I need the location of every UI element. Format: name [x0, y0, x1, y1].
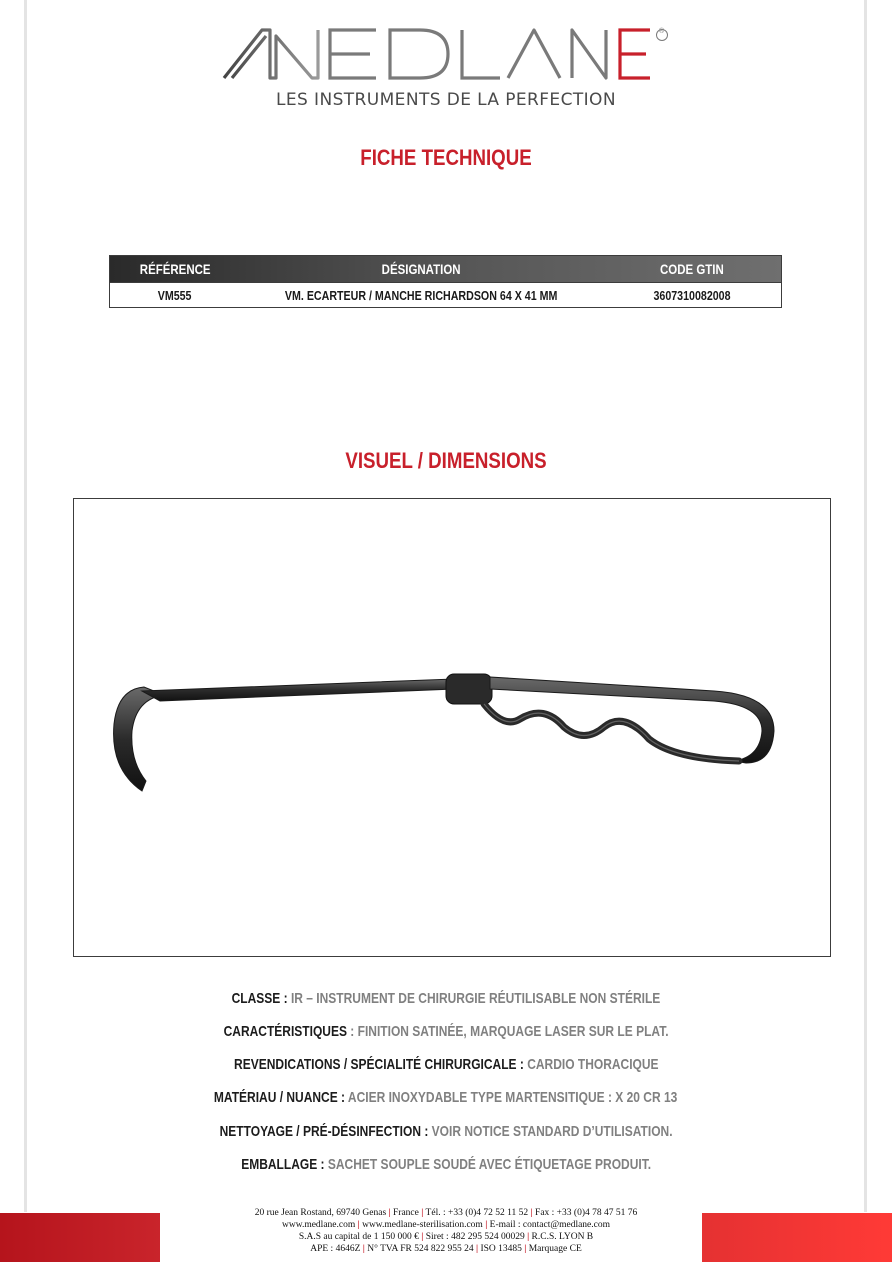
- cell-code-gtin: 3607310082008: [652, 287, 731, 303]
- cell-designation: VM. ECARTEUR / MANCHE RICHARDSON 64 X 41 MM: [284, 287, 558, 303]
- retractor-instrument-image: [74, 499, 832, 958]
- cell-reference: VM555: [158, 287, 192, 303]
- fiche-technique-title: FICHE TECHNIQUE: [360, 145, 532, 170]
- registered-mark: ®: [659, 28, 665, 35]
- website-link[interactable]: www.medlane.com: [281, 1220, 356, 1230]
- table-header-row: [110, 256, 781, 282]
- email-link[interactable]: E-mail : contact@medlane.com: [489, 1220, 610, 1230]
- visuel-dimensions-title: VISUEL / DIMENSIONS: [345, 448, 547, 473]
- footer-line-web: www.medlane.com | www.medlane-sterilisation.com | E-mail : contact@medlane.com: [281, 1220, 610, 1230]
- spec-nettoyage: NETTOYAGE / PRÉ-DÉSINFECTION : VOIR NOTICE STANDARD D’UTILISATION.: [219, 1123, 673, 1140]
- header-code-gtin: CODE GTIN: [659, 261, 724, 277]
- spec-emballage: EMBALLAGE : SACHET SOUPLE SOUDÉ AVEC ÉTIQUETAGE PRODUIT.: [241, 1156, 651, 1173]
- product-visual-frame: [73, 498, 831, 957]
- footer-line-legal: S.A.S au capital de 1 150 000 € | Siret : 482 295 524 00029 | R.C.S. LYON B: [298, 1232, 594, 1242]
- header-designation: DÉSIGNATION: [381, 261, 461, 277]
- footer-line-registration: APE : 4646Z | N° TVA FR 524 822 955 24 | ISO 13485 | Marquage CE: [310, 1244, 582, 1254]
- product-reference-table: [109, 255, 782, 308]
- spec-caracteristiques: CARACTÉRISTIQUES : FINITION SATINÉE, MARQUAGE LASER SUR LE PLAT.: [223, 1023, 669, 1040]
- spec-materiau: MATÉRIAU / NUANCE : ACIER INOXYDABLE TYPE MARTENSITIQUE : X 20 CR 13: [214, 1089, 678, 1106]
- sterilisation-website-link[interactable]: www.medlane-sterilisation.com: [362, 1220, 483, 1230]
- company-footer: [0, 1207, 892, 1255]
- spec-revendications: REVENDICATIONS / SPÉCIALITÉ CHIRURGICALE : CARDIO THORACIQUE: [233, 1056, 659, 1073]
- footer-line-address: 20 rue Jean Rostand, 69740 Genas | France | Tél. : +33 (0)4 72 52 11 52 | Fax : +33 (0)4 78 47 51 76: [254, 1208, 638, 1218]
- medlane-wordmark: [0, 22, 892, 92]
- brand-tagline: LES INSTRUMENTS DE LA PERFECTION: [276, 90, 616, 110]
- spec-classe: CLASSE : IR – INSTRUMENT DE CHIRURGIE RÉUTILISABLE NON STÉRILE: [231, 990, 661, 1007]
- table-row: [110, 282, 781, 307]
- header-reference: RÉFÉRENCE: [139, 261, 211, 277]
